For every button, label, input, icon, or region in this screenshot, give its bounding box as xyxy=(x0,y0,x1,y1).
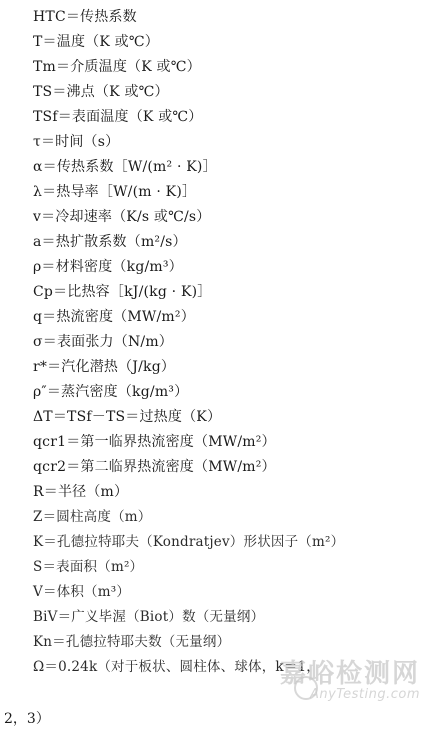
symbol-item-volume: V＝体积（m³） xyxy=(33,584,131,600)
symbol-item-biot-number: BiV＝广义毕渥（Biot）数（无量纲） xyxy=(33,609,265,625)
symbol-item-radius: R＝半径（m） xyxy=(33,484,129,500)
symbol-item-temperature: T＝温度（K 或℃） xyxy=(33,34,159,50)
symbol-item-cooling-rate: v＝冷却速率（K/s 或℃/s） xyxy=(33,209,211,225)
symbol-item-specific-heat: Cp＝比热容［kJ/(kg · K)］ xyxy=(33,284,212,300)
watermark-english: AnyTesting.com xyxy=(309,687,420,702)
symbol-item-heat-transfer-coefficient: α＝传热系数［W/(m² · K)］ xyxy=(33,159,217,175)
watermark-chinese: 嘉峪检测网 xyxy=(279,659,420,689)
continuation-text: 2，3） xyxy=(4,711,50,727)
symbol-item-material-density: ρ＝材料密度（kg/m³） xyxy=(33,259,183,275)
symbol-item-first-critical-heat-flux: qcr1＝第一临界热流密度（MW/m²） xyxy=(33,434,276,450)
symbol-item-surface-area: S＝表面积（m²） xyxy=(33,559,144,575)
symbol-item-cylinder-height: Z＝圆柱高度（m） xyxy=(33,509,152,525)
symbol-item-superheat: ΔT＝TSf－TS＝过热度（K） xyxy=(33,409,222,425)
symbol-item-thermal-diffusivity: a＝热扩散系数（m²/s） xyxy=(33,234,187,250)
symbol-item-medium-temperature: Tm＝介质温度（K 或℃） xyxy=(33,59,201,75)
symbol-list xyxy=(33,5,418,680)
symbol-item-time: τ＝时间（s） xyxy=(33,134,120,150)
symbol-item-kondratjev-number: Kn＝孔德拉特耶夫数（无量纲） xyxy=(33,634,231,650)
symbol-item-htc: HTC＝传热系数 xyxy=(33,9,137,25)
symbol-item-latent-heat: r*＝汽化潜热（J/kg） xyxy=(33,359,176,375)
symbol-item-surface-tension: σ＝表面张力（N/m） xyxy=(33,334,173,350)
symbol-item-omega: Ω＝0.24k（对于板状、圆柱体、球体，k＝1， xyxy=(33,659,321,675)
symbol-item-shape-factor: K＝孔德拉特耶夫（Kondratjev）形状因子（m²） xyxy=(33,534,345,550)
symbol-item-boiling-point: TS＝沸点（K 或℃） xyxy=(33,84,169,100)
symbol-item-vapor-density: ρ″＝蒸汽密度（kg/m³） xyxy=(33,384,189,400)
symbol-item-second-critical-heat-flux: qcr2＝第二临界热流密度（MW/m²） xyxy=(33,459,276,475)
symbol-item-thermal-conductivity: λ＝热导率［W/(m · K)］ xyxy=(33,184,197,200)
symbol-item-surface-temperature: TSf＝表面温度（K 或℃） xyxy=(33,109,203,125)
symbol-item-heat-flux: q＝热流密度（MW/m²） xyxy=(33,309,195,325)
